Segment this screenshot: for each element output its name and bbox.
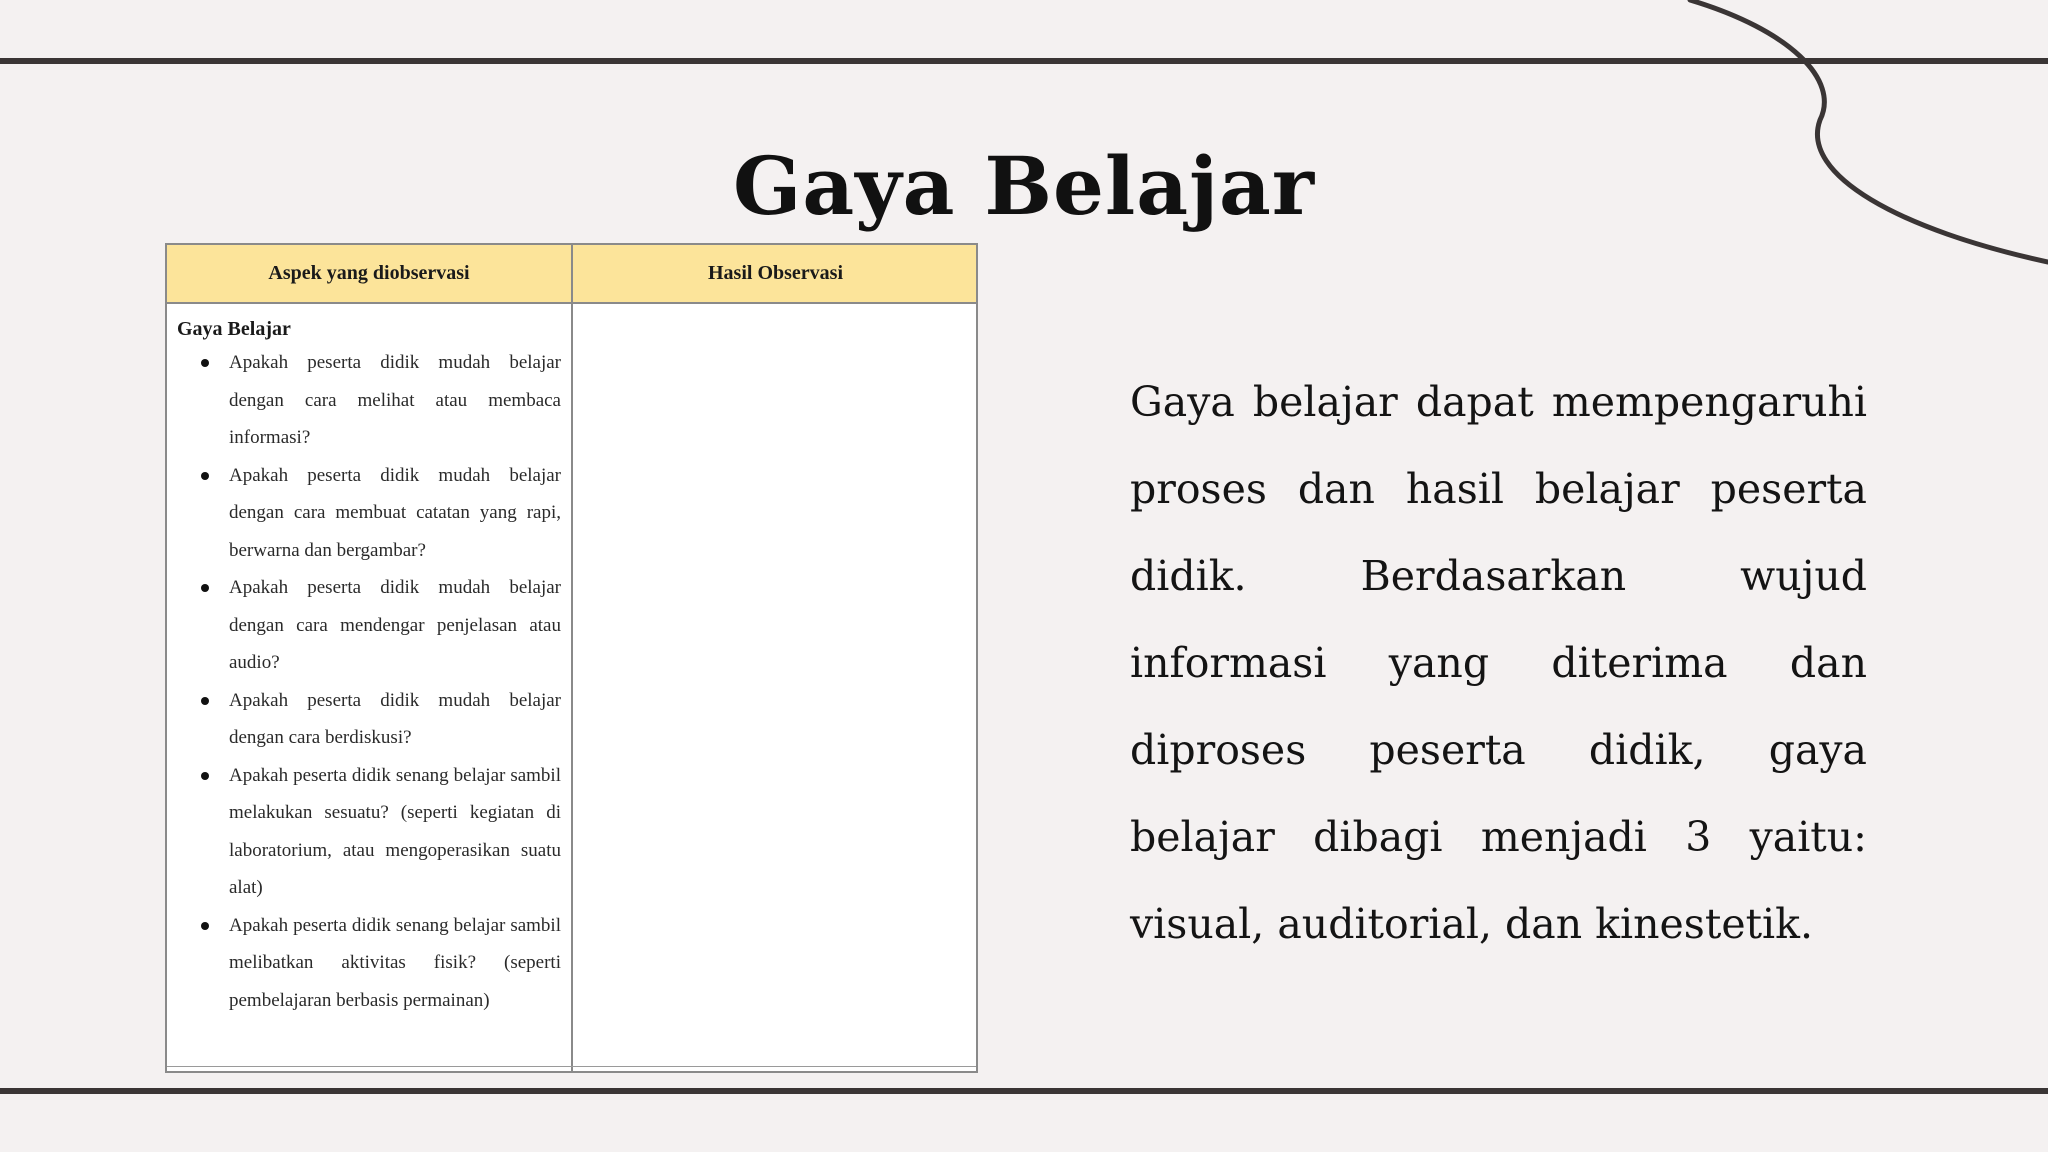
bullet-icon [201, 772, 209, 780]
observation-list [177, 344, 561, 1019]
table-column-divider [571, 245, 573, 1071]
observation-table [165, 243, 978, 1073]
list-item [177, 907, 561, 1020]
list-item-text: Apakah peserta didik mudah belajar dengan cara berdiskusi? [229, 689, 561, 748]
bullet-icon [201, 359, 209, 367]
table-header-hasil: Hasil Observasi [707, 262, 843, 284]
list-item [177, 682, 561, 757]
table-section-title: Gaya Belajar [177, 318, 291, 340]
list-item [177, 757, 561, 907]
top-rule-line [0, 58, 2048, 64]
page-title: Gaya Belajar [733, 138, 1315, 233]
list-item [177, 344, 561, 457]
list-item-text: Apakah peserta didik mudah belajar dengan cara membuat catatan yang rapi, berwarna dan bergambar? [229, 464, 561, 561]
list-item [177, 457, 561, 570]
bullet-icon [201, 472, 209, 480]
list-item-text: Apakah peserta didik mudah belajar dengan cara melihat atau membaca informasi? [229, 352, 561, 448]
list-item-text: Apakah peserta didik senang belajar sambil melakukan sesuatu? (seperti kegiatan di laboratorium, atau mengoperasikan suatu alat) [229, 764, 561, 898]
list-item [177, 569, 561, 682]
description-paragraph: Gaya belajar dapat mempengaruhi proses dan hasil belajar peserta didik. Berdasarkan wujud informasi yang diterima dan diproses peserta didik, gaya belajar dibagi menjadi 3 yaitu: visual, auditorial, dan kinestetik. [1130, 378, 1867, 948]
table-bottom-border [167, 1066, 976, 1067]
bullet-icon [201, 584, 209, 592]
bullet-icon [201, 922, 209, 930]
list-item-text: Apakah peserta didik mudah belajar dengan cara mendengar penjelasan atau audio? [229, 577, 561, 673]
table-aspek-cell [167, 304, 571, 1019]
bullet-icon [201, 697, 209, 705]
table-header-aspek: Aspek yang diobservasi [268, 262, 470, 284]
bottom-rule-line [0, 1088, 2048, 1094]
list-item-text: Apakah peserta didik senang belajar sambil melibatkan aktivitas fisik? (seperti pembelajaran berbasis permainan) [229, 914, 561, 1011]
